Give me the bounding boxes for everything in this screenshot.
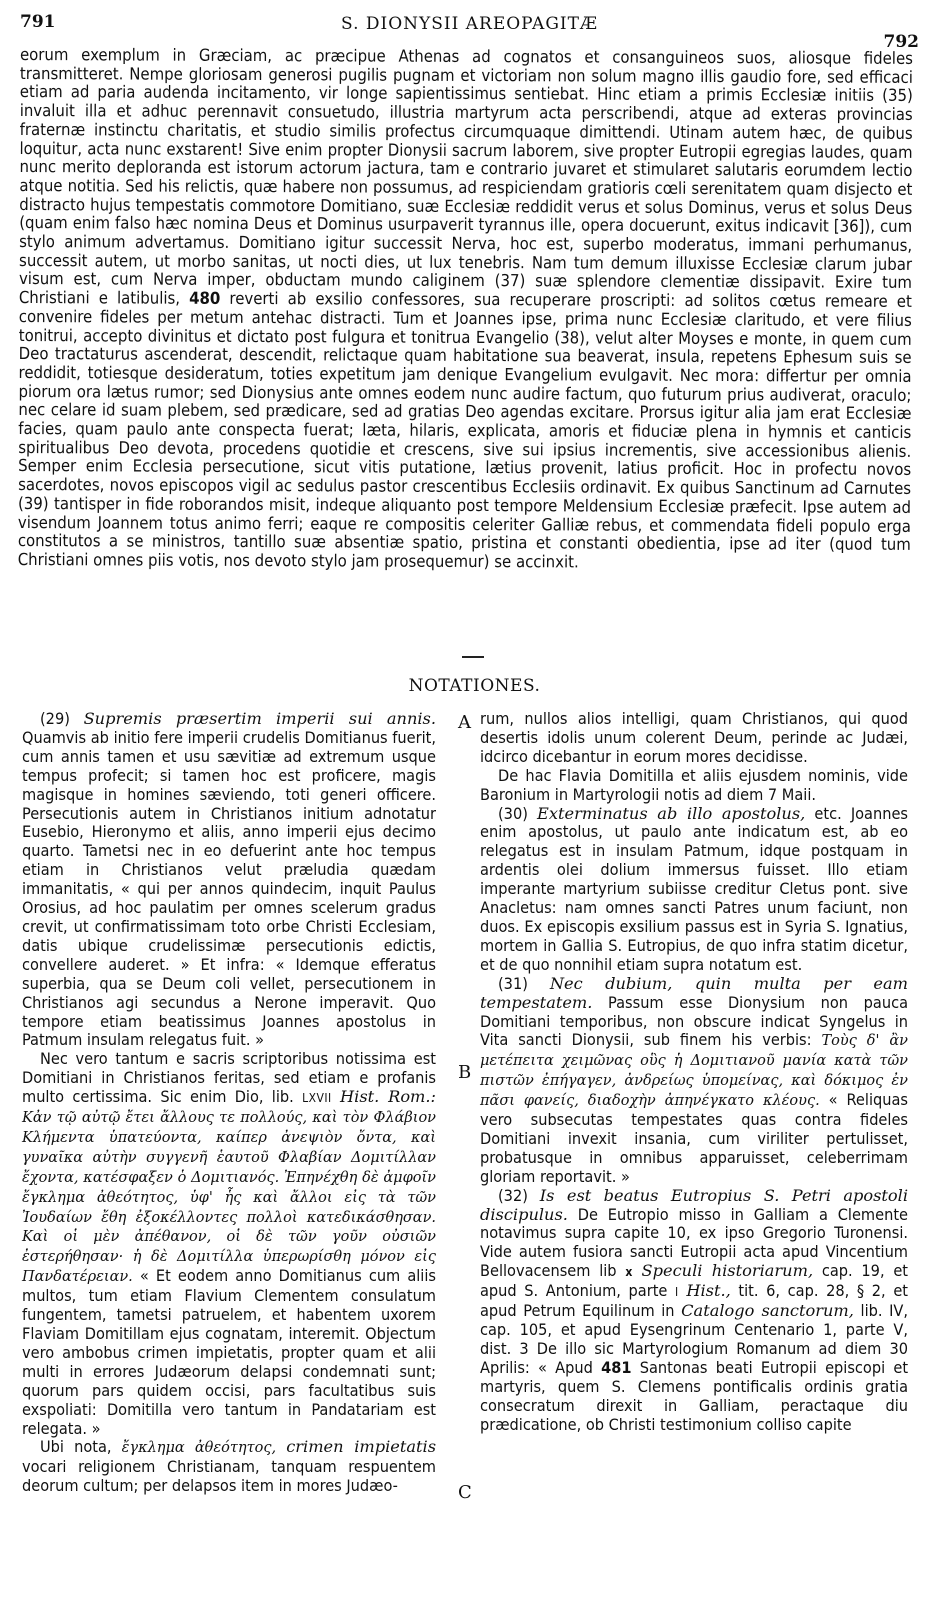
note-text: De Eutropio misso in Galliam a Clemente notavimus supra capite 10, ex ipso Gregorio Turonensi. Vide autem fusiora sancti Eutropii acta apud Vincentium Bellovacensem lib <box>480 1204 908 1281</box>
column-marker-b: B <box>458 1062 472 1083</box>
note-lemma: Exterminatus ab illo apostolus, <box>537 803 806 823</box>
notes-title: NOTATIONES. <box>408 676 541 696</box>
note-29-domitilla <box>480 767 908 805</box>
greek-quotation: Τοὺς δ' ἂν μετέπειτα χειμῶνας οὓς ἡ Δομιτιανοῦ μανία κατὰ τῶν πιστῶν ἐπήγαγεν, ἀνδρείως ὑπομείνας, καὶ δόκιμος ἐν πᾶσι φανείς, διαδοχὴν ἀπηνέγκατο κλέους. <box>480 1033 908 1110</box>
work-title: Hist. Rom.: <box>340 1087 437 1107</box>
work-title: Hist., <box>686 1281 731 1301</box>
note-31 <box>480 975 908 1187</box>
page-number-right: 792 <box>883 32 919 52</box>
note-text: Santonas beati Eutropii episcopi et martyris, quem S. Clemens pontificalis ordinis gratia consecratum direxit in Galliam, peractaque diu prædicatione, ob Christi testimonium colliso capite <box>480 1357 909 1434</box>
note-number: (30) <box>498 803 528 823</box>
work-title: Speculi historiarum, <box>641 1261 814 1281</box>
column-marker-c: C <box>458 1482 472 1503</box>
book-number: x <box>625 1265 633 1280</box>
note-29-continuation <box>480 710 908 767</box>
note-number: (31) <box>498 973 528 993</box>
main-text <box>18 46 913 574</box>
note-text: lib. IV, cap. 105, et apud Eysengrinum Centenario 1, parte V, dist. 3 De illo sic Martyrologium Romanum ad diem 30 Aprilis: « Apud <box>480 1301 908 1377</box>
main-text-part-2: reverti ab exsilio confessores, sua recuperare proscripti: ad solitos cœtus remeare et convenire fideles per metum antehac distracti. Tum et Joannes ipse, prima nunc Ecclesiæ claritudo, et vere filius tonitrui, accepto divinitus et dictato post fulgura et tonitrua Evangelio (38), velut alter Moyses e monte, in quem cum Deo tractaturus ascenderat, descendit, relictaque quam habitatione sua beaverat, insula, repetens Ephesum suis se reddidit, totiesque desideratum, toties expetitum jam denique Evangelium evulgavit. Nec mora: differtur per omnia piorum ora lætus rumor; sed Dionysius ante omnes eodem nunc audire factum, quo futurum prius audiverat, oraculo; nec celare id suam plebem, sed prædicare, sed ad gratias Deo agendas excitare. Prorsus igitur alia jam erat Ecclesiæ facies, quam paulo ante conspecta fuerat; læta, hilaris, explicata, amoris et fiduciæ plena in hymnis et canticis spiritualibus Deo devota, procedens quotidie et crescens, sive sui ipsius incrementis, sive accessionibus alienis. Semper enim Ecclesia persecutione, sicut vitis putatione, lætius provenit, latius proficit. Hoc in profectu novos sacerdotes, novos episcopos vigil ac sedulus pastor crescentibus Ecclesiis ordinavit. Ex quibus Sanctinum ad Carnutes (39) tantisper in fide roborandos misit, indeque aliquanto post tempore Meldensium Ecclesiæ præfecit. Ipse autem ad visendum Joannem totus animo ferri; eaque re compositis celeriter Galliæ rebus, et commendata fideli populo erga constitutos a se ministros, tantillo suæ absentiæ spatio, pristina et constanti obedientia, ipse ad iter (quod tum Christiani omnes piis votis, nos devoto stylo jam prosequemur) se accinxit. <box>17 289 912 572</box>
margin-number-481: 481 <box>601 1357 632 1377</box>
note-text: vocari religionem Christianam, tanquam respuentem deorum cultum; per delapsos item in mores Judæo- <box>22 1457 436 1496</box>
note-lemma: Supremis præsertim imperii sui annis. <box>83 709 437 728</box>
running-title: S. DIONYSII AREOPAGITÆ <box>341 14 598 34</box>
note-text: « Et eodem anno Domitianus cum aliis multos, tum etiam Flavium Clementem consulatum fungentem, tametsi patruelem, et habentem uxorem Flaviam Domitillam ejus cognatam, interemit. Objectum vero ambobus crimen impietatis, propter quam et alii multi in errores Judæorum delapsi condemnati sunt; quorum pars quidem occisi, pars facultatibus suis exspoliati: Domitilla vero tantum in Pandatariam est relegata. » <box>22 1266 436 1438</box>
note-29-ubi-nota <box>22 1438 436 1496</box>
margin-number-480: 480 <box>189 288 221 309</box>
greek-term: ἔγκλημα ἀθεότητος, <box>121 1440 277 1457</box>
section-divider <box>462 656 484 658</box>
notes-left-column <box>22 710 436 1496</box>
note-lemma: Is est beatus Eutropius S. Petri apostoli discipulus. <box>480 1185 909 1224</box>
note-text: « Reliquas vero subsecutas tempestates quas contra fideles Domitiani invexit insania, cum viriliter pertulisset, probatusque in omnibus apparuisset, celeberrimam gloriam reportavit. » <box>480 1090 908 1186</box>
main-text-part-1: eorum exemplum in Græciam, ac præcipue Athenas ad cognatos et consanguineos suos, aliosque fideles transmitteret. Nempe gloriosam generosi pugilis pugnam et victoriam non solum magno illis gaudio fore, sed efficaci etiam ad paria audenda incitamento, vir longe sapientissimus sentiebat. Hinc etiam a primis Ecclesiæ initiis (35) invaluit illa et adhuc perennavit consuetudo, illustria martyrum acta perscribendi, atque ad exteras provincias fraternæ instinctu charitatis, et studio similis profectus circumquaque dimittendi. Utinam autem hæc, de quibus loquitur, acta nunc exstarent! Sive enim propter Dionysii sacrum laborem, sive propter Eutropii egregias laudes, quam nunc merito deploranda est istorum actorum jactura, tam e contrario juvaret et stimularet salutaris eorumdem lectio atque notitia. Sed his relictis, quæ habere non possumus, ad respiciendam gratioris cœli serenitatem quam disjecto et distracto hujus tempestatis commotore Domitiano, suæ Ecclesiæ reddidit verus et solus Dominus, verus et solus Deus (quam enim falso hæc nomina Deus et Dominus usurpaverit tyrannus ille, opera docuerunt, exitus indicavit [36]), cum stylo animum advertamus. Domitiano igitur successit Nerva, hoc est, superbo moderatus, immani perhumanus, successit autem, ut morbo sanitas, ut nocti dies, ut lux tenebris. Nam tum demum illuxisse Ecclesiæ clarum jubar visum est, cum Nerva imper, obductam mundo caliginem (37) suæ splendore clementiæ dissipavit. Exire tum Christiani e latibulis, <box>18 45 913 308</box>
note-text: rum, nullos alios intelligi, quam Christianos, qui quod desertis idolis unum colerent Deum, perinde ac Judæi, idcirco dicebantur in eorum mores decidisse. <box>480 709 908 766</box>
note-lemma: Nec dubium, quin multa per eam tempestatem. <box>480 973 909 1012</box>
notes-right-column <box>480 710 908 1434</box>
page-header <box>20 12 919 52</box>
note-text: Quamvis ab initio fere imperii crudelis Domitianus fuerit, cum annis tamen et usu sævitiæ ad extremum usque tempus profecit; si tamen hoc est proficere, magis magisque in homines sæviendo, toti generi officere. Persecutionis autem in Christianos initium adnotatur Eusebio, Hieronymo et aliis, anno imperii ejus decimo quarto. Tametsi nec in eo defuerint ante hoc tempus etiam in Christianos velut præludia quædam immanitatis, « qui per annos quindecim, inquit Paulus Orosius, ad hoc paulatim per omnes scelerum gradus crevit, ut confirmatissimam toto orbe Christi Ecclesiam, datis ubique crudelissimæ persecutionis edictis, convellere auderet. » Et infra: « Idemque efferatus superbia, qua se Deum coli vellet, persecutionem in Christianos agi secundus a Nerone imperavit. Quo tempore etiam beatissimus Joannes apostolus in Patmum insulam relegatus fuit. » <box>22 727 436 1050</box>
note-29-dio-paragraph <box>22 1050 436 1438</box>
greek-quotation: Κἀν τῷ αὐτῷ ἔτει ἄλλους τε πολλούς, καὶ τὸν Φλάβιον Κλήμεντα ὑπατεύοντα, καίπερ ἀνεψιὸν ὄντα, καὶ γυναῖκα αὐτὴν συγγενῆ ἑαυτοῦ Φλαβίαν Δομιτίλλαν ἔχοντα, κατέσφαξεν ὁ Δομιτιανός. Ἐπηνέχθη δὲ ἀμφοῖν ἔγκλημα ἀθεότητος, ὑφ' ἧς καὶ ἄλλοι εἰς τὰ τῶν Ἰουδαίων ἔθη ἐξοκέλλοντες πολλοὶ κατεδικάσθησαν. Καὶ οἱ μὲν ἀπέθανον, οἱ δὲ τῶν γοῦν οὐσιῶν ἐστερήθησαν· ἡ δὲ Δομιτίλλα ὑπερωρίσθη μόνον εἰς Πανδατέρειαν. <box>22 1110 436 1286</box>
note-text: cap. 19, et apud S. Antonium, parte <box>480 1261 909 1301</box>
note-text: Passum esse Dionysium non pauca Domitiani temporibus, non obscure indicat Syngelus in Vita sancti Dionysii, sub finem his verbis: <box>480 992 908 1050</box>
note-number: (29) <box>40 709 70 728</box>
note-text: tit. 6, cap. 28, § 2, et apud Petrum Equilinum in <box>480 1281 908 1321</box>
note-32 <box>480 1187 908 1435</box>
work-title: Catalogo sanctorum, <box>681 1301 854 1321</box>
column-marker-a: A <box>458 712 471 733</box>
book-number: LXVII <box>302 1091 332 1106</box>
page-number-left: 791 <box>20 12 56 32</box>
note-text: etc. Joannes enim apostolus, ut paulo ante indicatum est, ab eo relegatus est in insulam Patmum, idque postquam in ardentis olei dolium immersus fuisset. Illo etiam imperante martyrium subiisse creditur Cletus pont. sive Anacletus: nam omnes sancti Patres unum faciunt, non duos. Ex episcopis exsilium passus est in Syria S. Ignatius, mortem in Gallia S. Eutropius, de quo infra statim dicetur, et de quo nonnihil etiam supra notatum est. <box>480 803 908 974</box>
note-number: (32) <box>498 1185 528 1205</box>
note-text: Nec vero tantum e sacris scriptoribus notissima est Domitiani in Christianos feritas, sed etiam e profanis multo certissima. Sic enim Dio, lib. <box>22 1049 436 1107</box>
note-text: Ubi nota, <box>40 1437 112 1457</box>
note-text: De hac Flavia Domitilla et aliis ejusdem nominis, vide Baronium in Martyrologii notis ad diem 7 Maii. <box>480 765 908 804</box>
part-number: I <box>675 1285 679 1300</box>
note-30 <box>480 805 908 975</box>
note-29 <box>22 710 436 1050</box>
latin-term: crimen impietatis <box>286 1437 437 1457</box>
